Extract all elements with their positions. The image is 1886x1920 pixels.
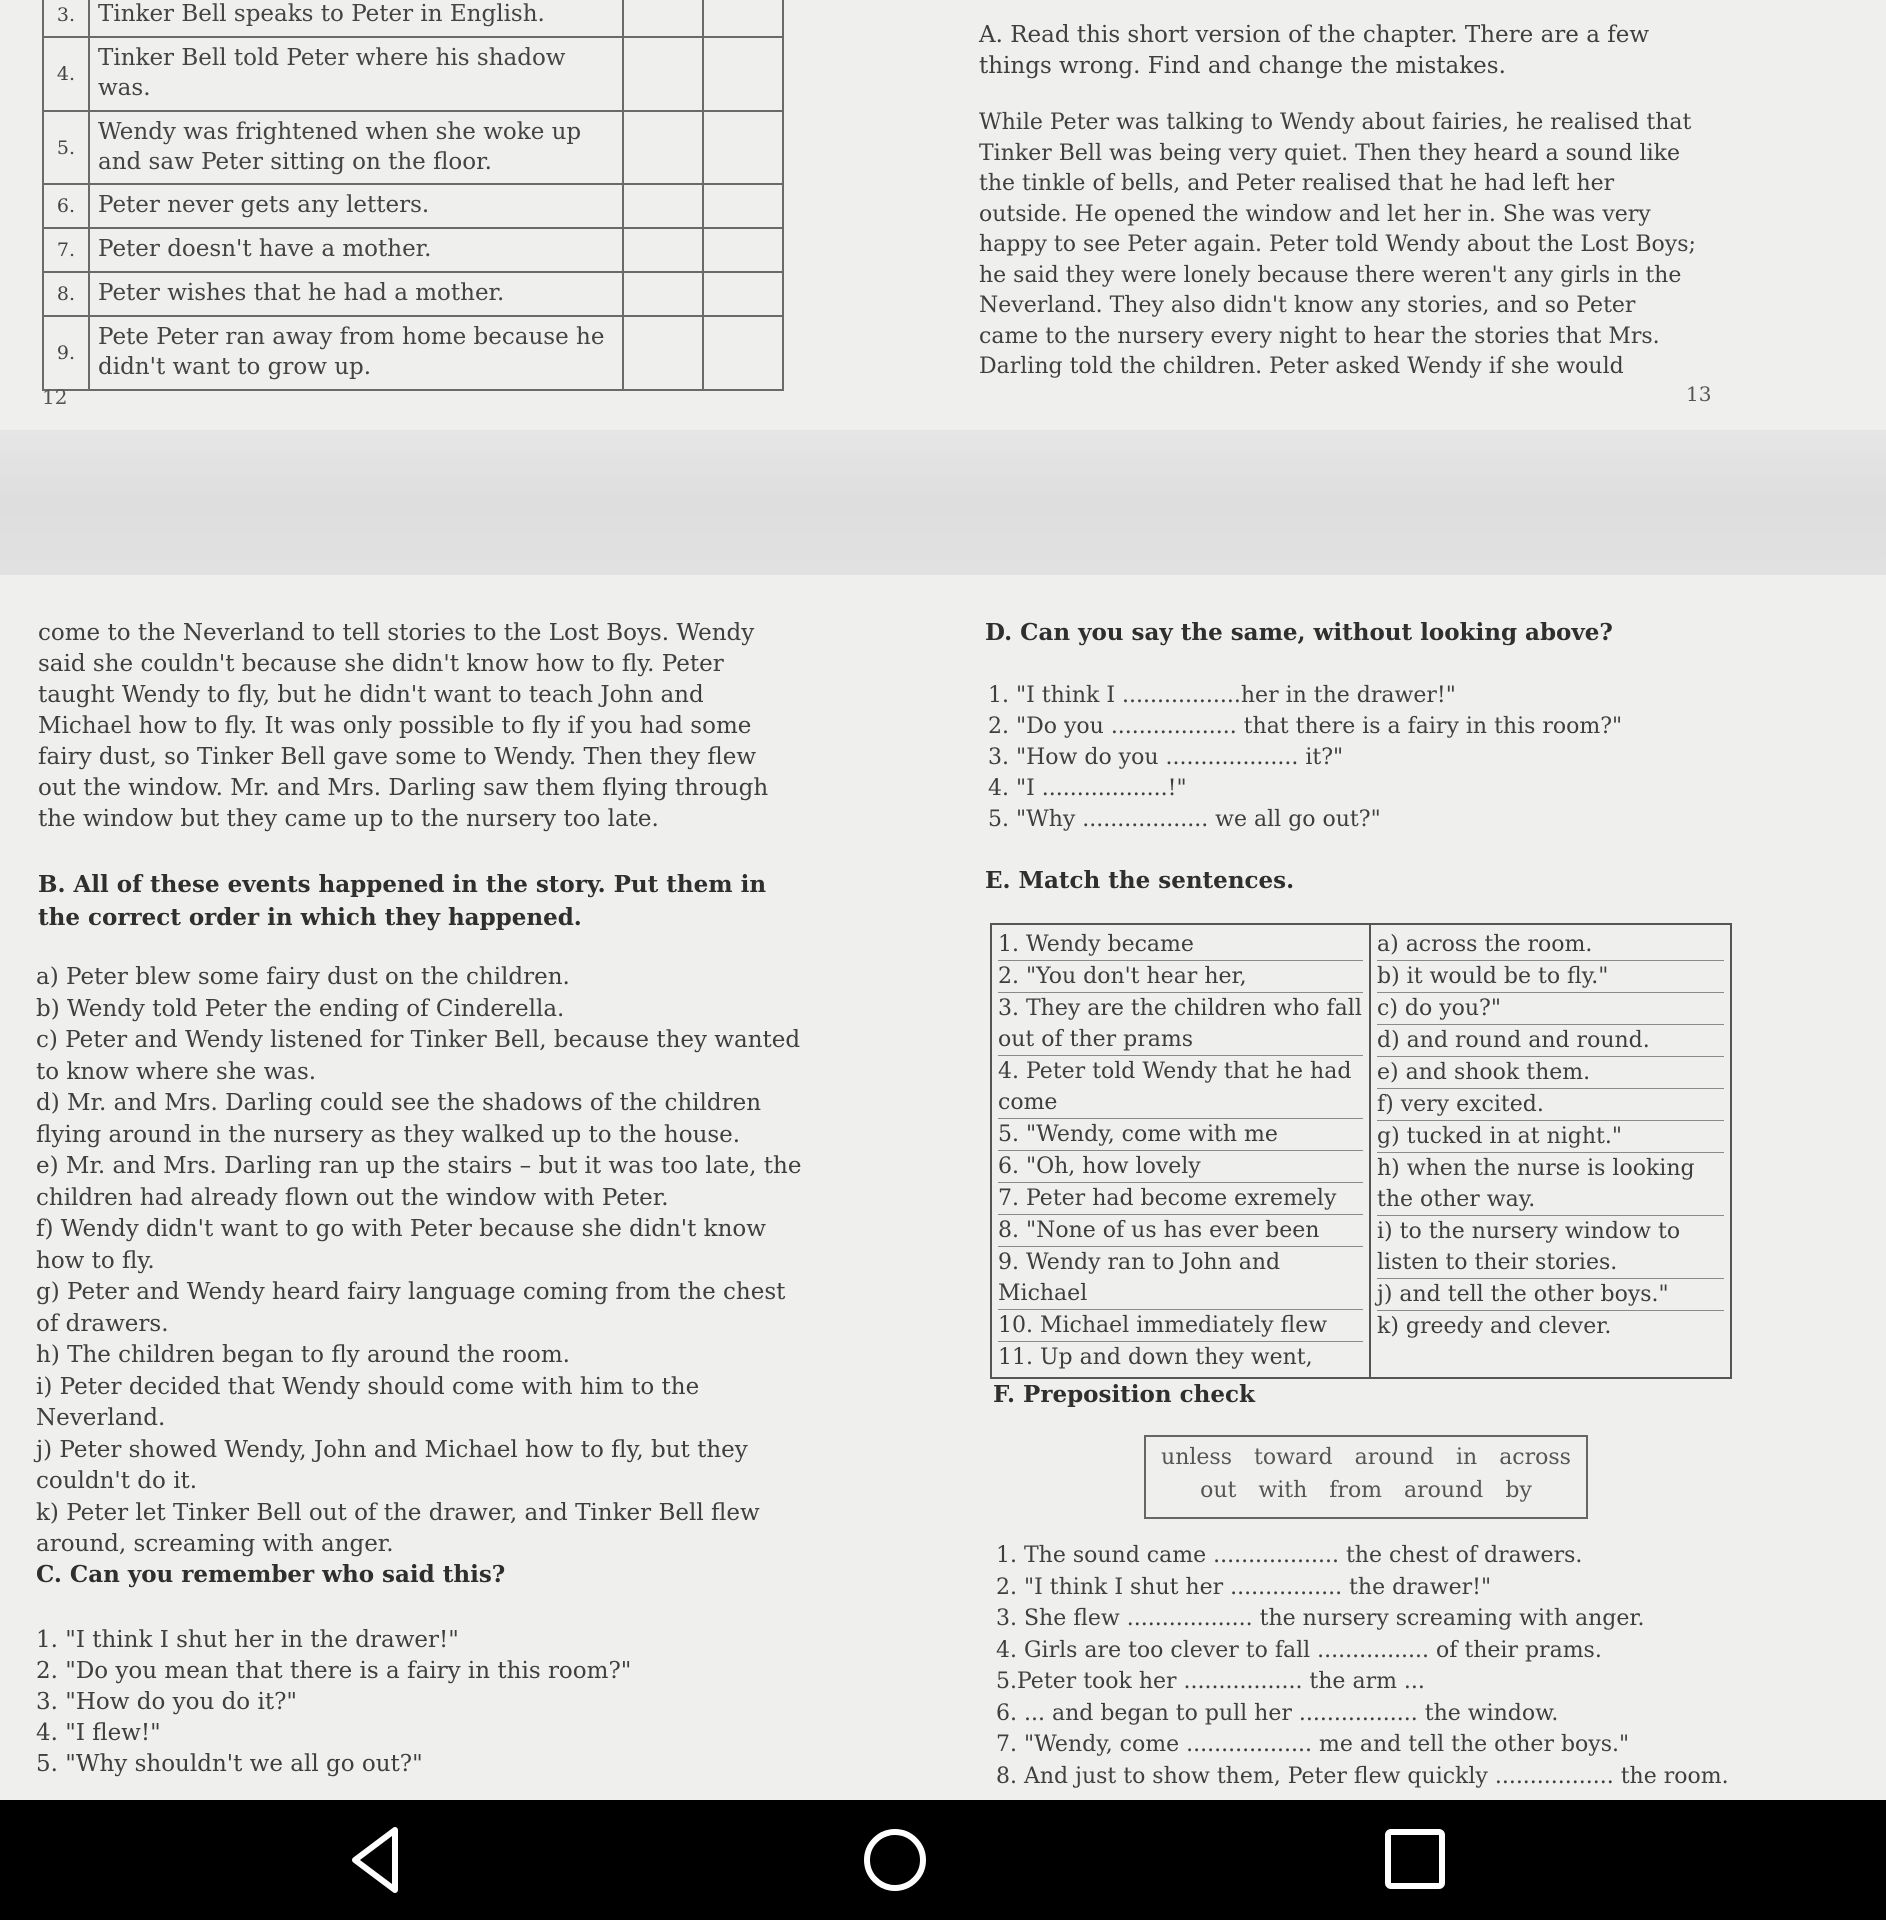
match-left-item: 6. "Oh, how lovely [998,1151,1363,1183]
preposition-word-box [1144,1435,1588,1519]
false-answer-box[interactable] [703,272,783,316]
match-right-column [1370,924,1731,1378]
preposition-item: 2. "I think I shut her ................ the drawer!" [996,1574,1492,1600]
preposition-word: unless [1161,1445,1233,1470]
fill-in-item: 1. "I think I .................her in the drawer!" [988,683,1456,708]
preposition-word: toward [1254,1445,1333,1470]
true-answer-box[interactable] [623,228,703,272]
match-left-item: 5. "Wendy, come with me [998,1119,1363,1151]
table-row [43,272,783,316]
table-row [43,0,783,37]
section-f-list [996,1540,1736,1792]
fill-in-item: 3. "How do you ................... it?" [988,745,1344,770]
match-right-item: a) across the room. [1377,929,1724,961]
match-left-item: 8. "None of us has ever been [998,1215,1363,1247]
true-answer-box[interactable] [623,37,703,111]
section-a-text-2: come to the Neverland to tell stories to the Lost Boys. Wendy said she couldn't because she didn't know how to fly. Peter taught Wendy to fly, but he didn't want to teach John and Michael how to fly. It was only possible to fly if you had some fairy dust, so Tinker Bell gave some to Wendy. Then they flew out the window. Mr. and Mrs. Darling saw them flying through the window but they came up to the nursery too late. [38,620,769,832]
quote-item: 2. "Do you mean that there is a fairy in this room?" [36,1658,632,1684]
false-answer-box[interactable] [703,0,783,37]
preposition-word: with [1258,1478,1308,1503]
preposition-word: around [1354,1445,1434,1470]
event-item: i) Peter decided that Wendy should come with him to the Neverland. [36,1373,700,1431]
row-statement: Tinker Bell speaks to Peter in English. [89,0,623,37]
page-top [0,0,1886,430]
match-left-item: 7. Peter had become exremely [998,1183,1363,1215]
section-d-title: D. Can you say the same, without looking above? [985,619,1613,646]
row-number: 9. [43,316,89,390]
row-number: 5. [43,111,89,185]
section-d-list [988,680,1708,835]
match-left-item: 3. They are the children who fall out of ther prams [998,993,1363,1056]
section-b-list [36,962,806,1561]
true-answer-box[interactable] [623,316,703,390]
row-number: 3. [43,0,89,37]
match-right-item: c) do you?" [1377,993,1724,1025]
page-number-left: 12 [42,385,68,409]
section-b-title: B. All of these events happened in the story. Put them in the correct order in which they happened. [38,871,767,931]
preposition-item: 7. "Wendy, come .................. me and tell the other boys." [996,1732,1630,1757]
quote-item: 3. "How do you do it?" [36,1689,297,1715]
row-statement: Tinker Bell told Peter where his shadow was. [89,37,623,111]
page-number-right: 13 [1686,382,1712,406]
match-right-item: d) and round and round. [1377,1025,1724,1057]
section-e-title: E. Match the sentences. [985,867,1295,894]
event-item: j) Peter showed Wendy, John and Michael how to fly, but they couldn't do it. [36,1436,748,1494]
true-answer-box[interactable] [623,184,703,228]
table-row [43,316,783,390]
false-answer-box[interactable] [703,184,783,228]
fill-in-item: 2. "Do you .................. that there is a fairy in this room?" [988,714,1623,739]
event-item: a) Peter blew some fairy dust on the children. [36,964,570,990]
row-number: 6. [43,184,89,228]
section-f-title: F. Preposition check [993,1381,1255,1408]
row-number: 8. [43,272,89,316]
match-left-column [991,924,1370,1378]
match-right-item: i) to the nursery window to listen to their stories. [1377,1216,1724,1279]
event-item: e) Mr. and Mrs. Darling ran up the stairs – but it was too late, the children had already flown out the window with Peter. [36,1153,802,1211]
row-number: 7. [43,228,89,272]
preposition-item: 8. And just to show them, Peter flew quickly ................. the room. [996,1763,1729,1789]
preposition-item: 1. The sound came .................. the chest of drawers. [996,1543,1583,1568]
preposition-item: 5.Peter took her ................. the arm ... [996,1669,1425,1694]
event-item: f) Wendy didn't want to go with Peter because she didn't know how to fly. [36,1216,766,1274]
table-row [43,184,783,228]
section-c-list [36,1625,736,1780]
row-statement: Pete Peter ran away from home because he didn't want to grow up. [89,316,623,390]
true-answer-box[interactable] [623,0,703,37]
preposition-word: from [1329,1478,1383,1503]
preposition-word: around [1404,1478,1484,1503]
false-answer-box[interactable] [703,37,783,111]
preposition-item: 4. Girls are too clever to fall ................ of their prams. [996,1637,1602,1663]
preposition-item: 6. ... and began to pull her ................. the window. [996,1700,1559,1726]
false-answer-box[interactable] [703,316,783,390]
match-right-item: b) it would be to fly." [1377,961,1724,993]
preposition-item: 3. She flew .................. the nursery screaming with anger. [996,1606,1645,1631]
row-statement: Peter doesn't have a mother. [89,228,623,272]
match-table [990,923,1732,1379]
row-statement: Wendy was frightened when she woke up and saw Peter sitting on the floor. [89,111,623,185]
quote-item: 4. "I flew!" [36,1720,161,1746]
table-row [43,111,783,185]
true-answer-box[interactable] [623,272,703,316]
row-number: 4. [43,37,89,111]
preposition-word: across [1499,1445,1571,1470]
preposition-word: in [1455,1445,1478,1470]
event-item: b) Wendy told Peter the ending of Cinderella. [36,995,565,1022]
match-left-item: 1. Wendy became [998,929,1363,961]
home-icon[interactable] [850,1820,940,1900]
back-icon[interactable] [340,1820,430,1900]
row-statement: Peter wishes that he had a mother. [89,272,623,316]
section-a-title: A. Read this short version of the chapter. There are a few things wrong. Find and change the mistakes. [979,22,1650,79]
match-right-item: k) greedy and clever. [1377,1314,1612,1339]
match-left-item: 10. Michael immediately flew [998,1310,1363,1342]
match-right-item: h) when the nurse is looking the other way. [1377,1153,1724,1216]
false-answer-box[interactable] [703,111,783,185]
match-right-item: e) and shook them. [1377,1057,1724,1089]
match-right-item: j) and tell the other boys." [1377,1279,1724,1311]
false-answer-box[interactable] [703,228,783,272]
true-answer-box[interactable] [623,111,703,185]
quote-item: 1. "I think I shut her in the drawer!" [36,1627,459,1653]
match-left-item: 9. Wendy ran to John and Michael [998,1247,1363,1310]
event-item: g) Peter and Wendy heard fairy language coming from the chest of drawers. [36,1279,786,1337]
table-row [43,37,783,111]
match-right-item: f) very excited. [1377,1089,1724,1121]
navigation-bar [0,1800,1886,1920]
fill-in-item: 5. "Why .................. we all go out?" [988,807,1381,832]
quote-item: 5. "Why shouldn't we all go out?" [36,1751,423,1777]
event-item: k) Peter let Tinker Bell out of the drawer, and Tinker Bell flew around, screaming with anger. [36,1499,760,1557]
event-item: h) The children began to fly around the room. [36,1342,570,1368]
fill-in-item: 4. "I ..................!" [988,776,1187,801]
preposition-word: out [1200,1478,1237,1503]
section-c-title: C. Can you remember who said this? [36,1561,506,1588]
table-row [43,228,783,272]
recents-icon[interactable] [1370,1820,1460,1900]
match-left-item: 11. Up and down they went, [998,1345,1313,1370]
preposition-word: by [1505,1478,1532,1503]
row-statement: Peter never gets any letters. [89,184,623,228]
match-left-item: 4. Peter told Wendy that he had come [998,1056,1363,1119]
event-item: c) Peter and Wendy listened for Tinker Bell, because they wanted to know where she was. [36,1027,801,1085]
true-false-table [42,0,784,391]
event-item: d) Mr. and Mrs. Darling could see the shadows of the children flying around in the nursery as they walked up to the house. [36,1090,762,1148]
match-left-item: 2. "You don't hear her, [998,961,1363,993]
section-a-text-1: While Peter was talking to Wendy about fairies, he realised that Tinker Bell was being very quiet. Then they heard a sound like the tinkle of bells, and Peter realised that he had left her outside. He opened the window and let her in. She was very happy to see Peter again. Peter told Wendy about the Lost Boys; he said they were lonely because there weren't any girls in the Neverland. They also didn't know any stories, and so Peter came to the nursery every night to hear the stories that Mrs. Darling told the children. Peter asked Wendy if she would [979,110,1696,379]
match-right-item: g) tucked in at night." [1377,1121,1724,1153]
